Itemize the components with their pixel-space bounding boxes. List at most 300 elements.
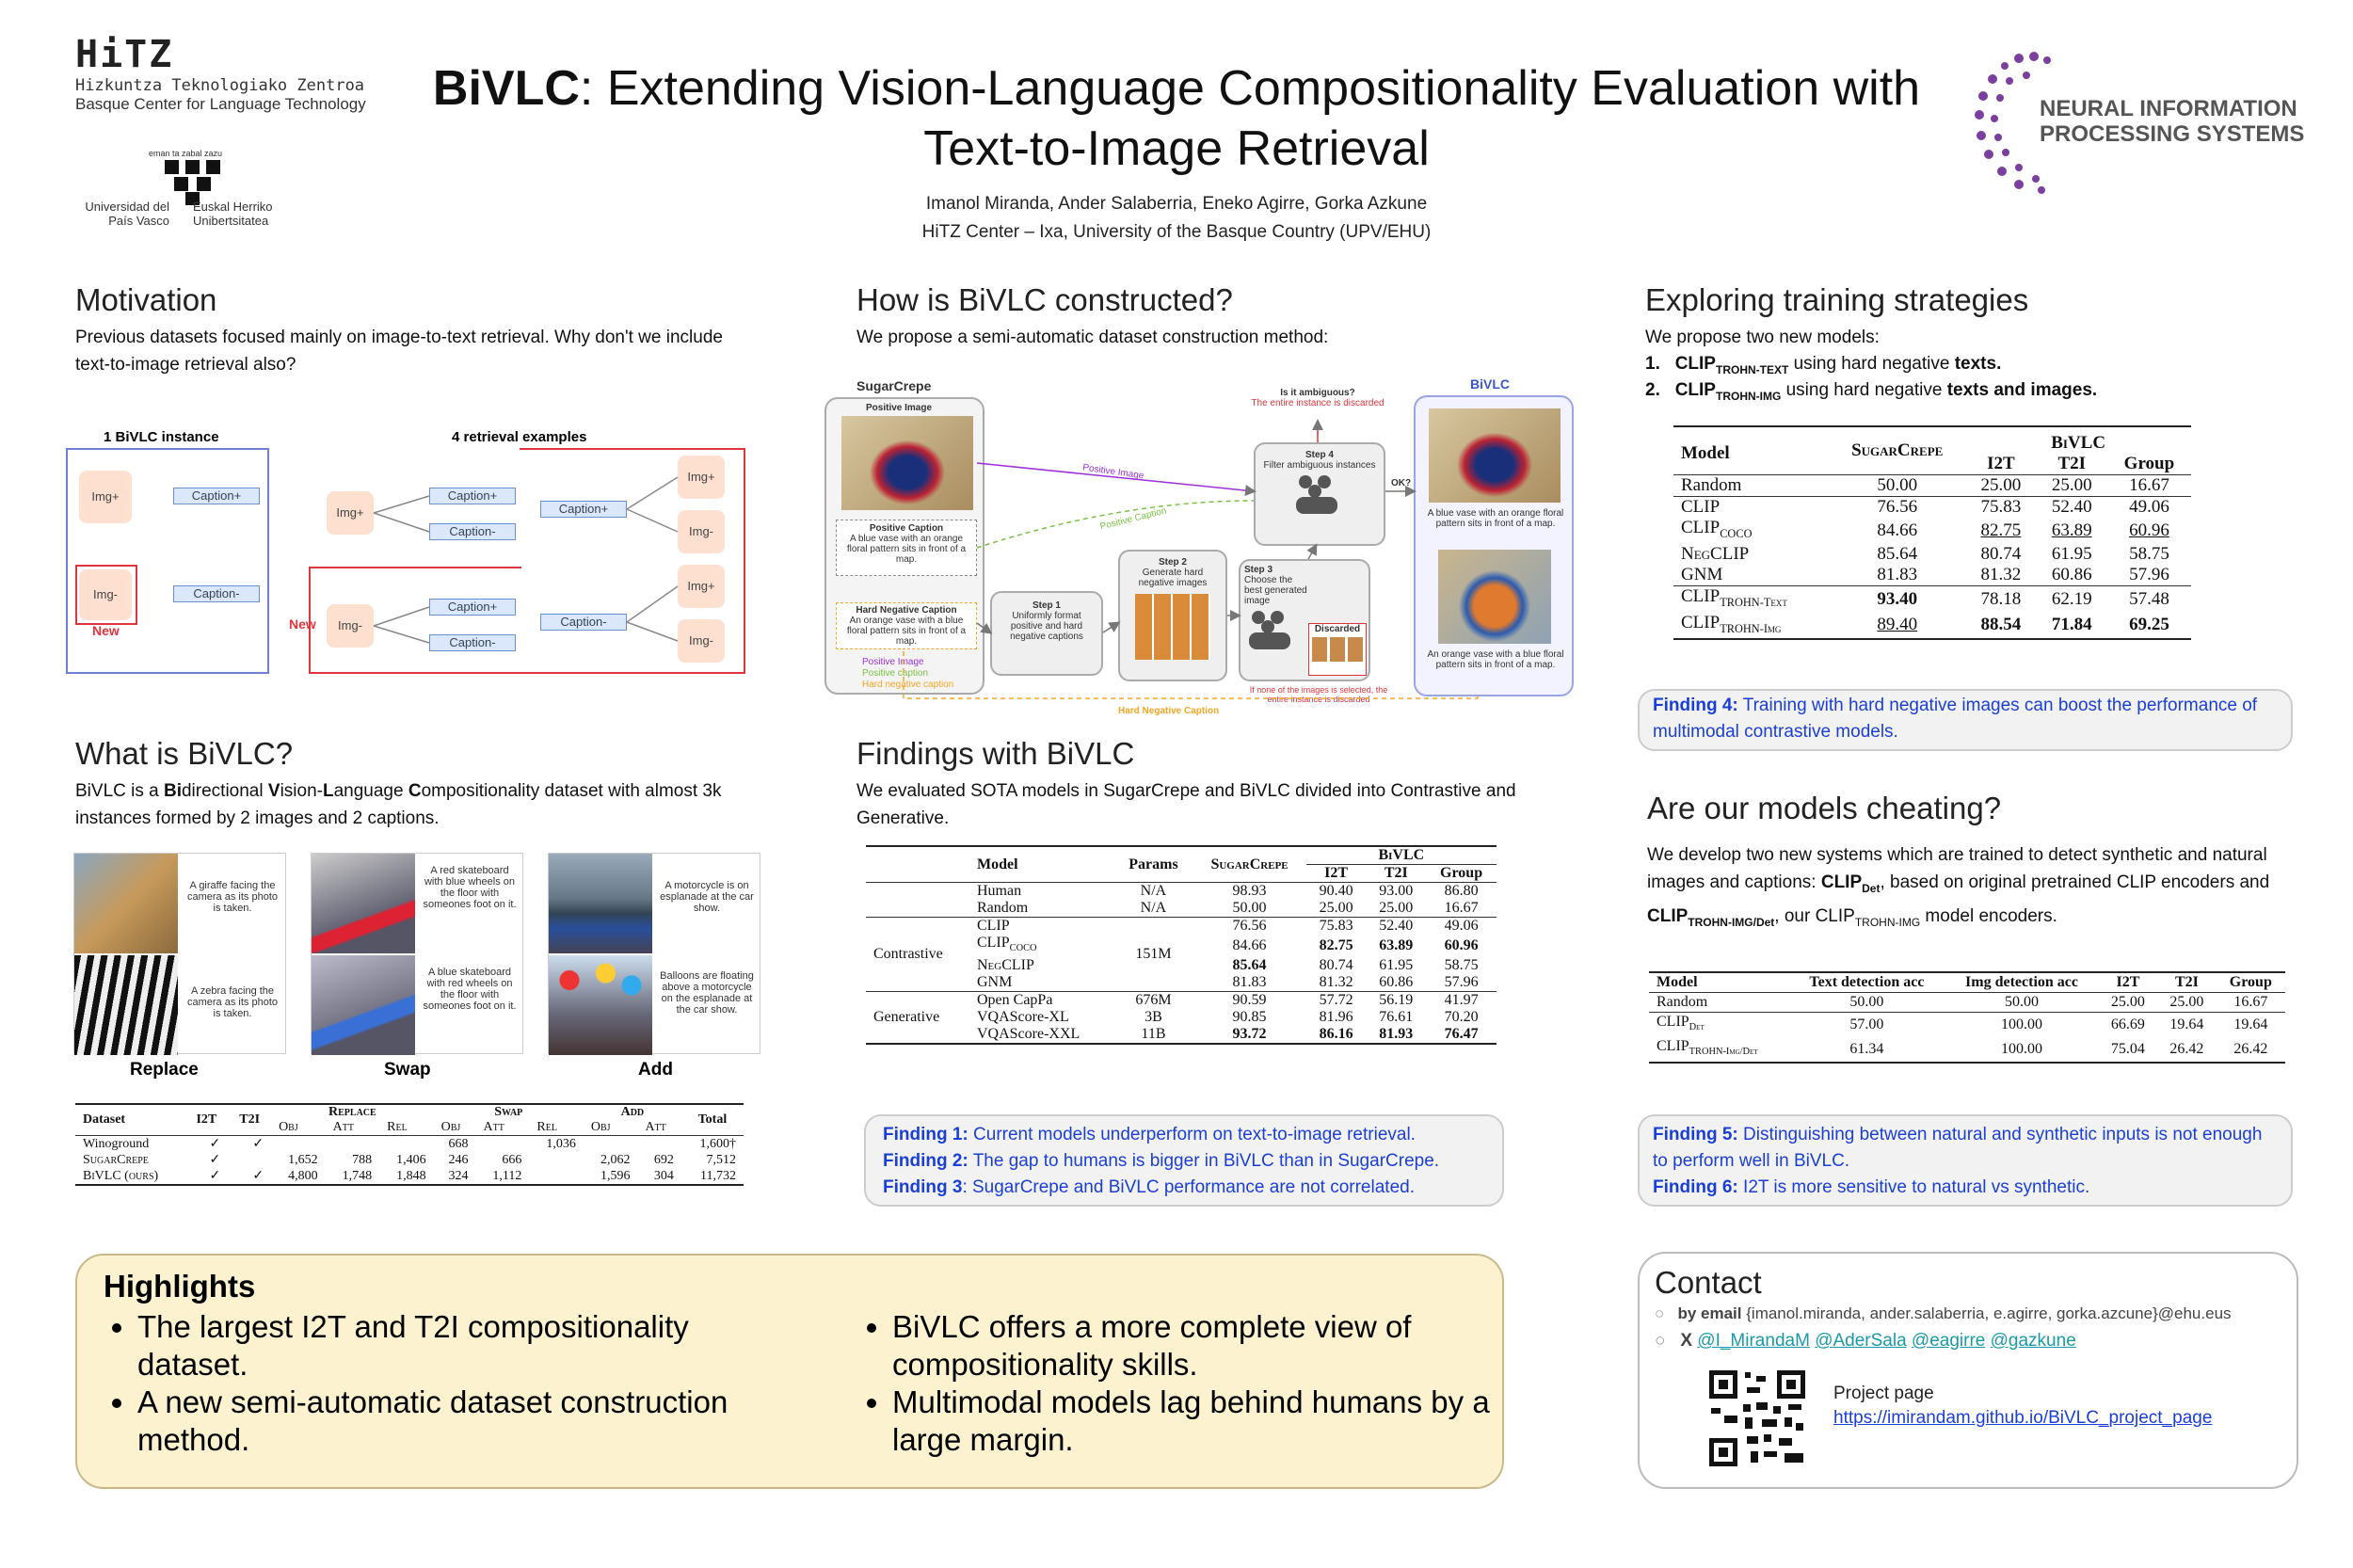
- table-cell: 50.00: [1877, 475, 1918, 495]
- table-cell: 62.19: [2051, 588, 2092, 609]
- table-cell: 70.20: [1444, 1009, 1479, 1026]
- training-table: [1673, 425, 2191, 640]
- table-cell: N/A: [1140, 900, 1167, 916]
- highlight-4: • Multimodal models lag behind humans by a large margin.: [892, 1384, 1498, 1459]
- instance-new: New: [92, 623, 120, 638]
- model-cell: VQAScore-XXL: [976, 1026, 1080, 1043]
- table-cell: 75.04: [2110, 1041, 2145, 1058]
- ft-h-bivlc: BiVLC: [1306, 846, 1497, 865]
- model-cell: $CLIP_{Det}$: [1657, 1014, 1705, 1033]
- arrow-pos-img-label: Positive Image: [1081, 462, 1145, 482]
- motivation-text: Previous datasets focused mainly on image-to-text retrieval. Why don't we include text-to-image retrieval also?: [75, 328, 723, 375]
- ch-det: Det: [1862, 881, 1881, 895]
- what-title: What is BiVLC?: [75, 736, 294, 771]
- table-cell: 76.47: [1444, 1026, 1479, 1043]
- dataset-table-body: [75, 1136, 744, 1186]
- table-cell: 76.56: [1877, 497, 1918, 517]
- ct-h-text: Text detection acc: [1809, 974, 1925, 990]
- finding-4-label: Finding 4:: [1653, 696, 1738, 715]
- step2-text: Generate hard negative images: [1138, 568, 1208, 588]
- table-cell: 25.00: [1379, 900, 1414, 916]
- red-skateboard-image: [312, 854, 415, 953]
- bivlc-cap-pos: A blue vase with an orange floral pattern sits in front of a map.: [1427, 508, 1564, 529]
- what-t2: ision-: [280, 781, 323, 801]
- finding-1: [883, 1122, 1485, 1148]
- table-cell: 93.40: [1877, 588, 1918, 609]
- dt-h-replace: Replace: [328, 1105, 376, 1119]
- arrow-hn-label: Hard Negative Caption: [1118, 706, 1220, 716]
- poster-title: [358, 58, 1995, 179]
- ch-clip2: CLIP: [1647, 905, 1689, 926]
- table-row: [1649, 1037, 2285, 1063]
- finding-3-text: : SugarCrepe and BiVLC performance are not correlated.: [962, 1177, 1415, 1197]
- table-cell: SugarCrepe: [83, 1152, 149, 1167]
- table-row: [75, 1136, 744, 1153]
- table-cell: 63.89: [2051, 520, 2092, 540]
- what-b2: V: [267, 781, 280, 801]
- table-cell: 76.61: [1379, 1009, 1414, 1026]
- highlights-title: Highlights: [104, 1269, 256, 1304]
- ft-h-i2t: I2T: [1324, 865, 1349, 881]
- finding-2-text: The gap to humans is bigger in BiVLC than in SugarCrepe.: [972, 1151, 1440, 1171]
- bivlc-cap-neg: An orange vase with a blue floral pattern sits in front of a map.: [1427, 649, 1564, 670]
- highlights-col1: [104, 1308, 753, 1459]
- table-cell: ✓: [209, 1137, 221, 1151]
- what-b1: Bi: [163, 781, 182, 801]
- findings-title: Findings with BiVLC: [856, 736, 1135, 771]
- example-replace-label: Replace: [130, 1060, 199, 1080]
- table-cell: 81.83: [1232, 974, 1267, 991]
- email-value[interactable]: {imanol.miranda, ander.salaberria, e.agirre, gorka.azcune}@ehu.eus: [1746, 1304, 2232, 1322]
- table-cell: 4,800: [288, 1168, 318, 1183]
- ok-label: OK?: [1391, 478, 1412, 488]
- ex-r-img-neg-1: Img-: [678, 510, 725, 553]
- findings-table-body: [866, 883, 1497, 1045]
- step3-label: Step 3: [1244, 565, 1273, 575]
- table-cell: 50.00: [1849, 994, 1884, 1010]
- table-cell: [379, 1136, 434, 1153]
- instance-cap-neg: Caption-: [173, 585, 260, 602]
- what-t1: directional: [181, 781, 268, 801]
- ch-sub3: TROHN-IMG: [1854, 915, 1921, 929]
- table-cell: 25.00: [2051, 475, 2092, 495]
- legend-pos-img: Positive Image: [862, 657, 924, 667]
- table-cell: [475, 1136, 529, 1153]
- finding-3: [883, 1175, 1485, 1201]
- what-b3: L: [322, 781, 334, 801]
- table-cell: 49.06: [1444, 918, 1479, 934]
- table-cell: 41.97: [1444, 992, 1479, 1009]
- ft-h-group: Group: [1440, 865, 1483, 881]
- table-cell: [866, 883, 969, 901]
- dt-h-t2i: T2I: [239, 1112, 261, 1127]
- table-cell: 52.40: [2051, 497, 2092, 517]
- model-cell: Random: [1681, 475, 1742, 495]
- ch-sub2: TROHN-IMG/Det: [1688, 915, 1775, 929]
- dt-h-total: Total: [697, 1112, 728, 1127]
- ct-h-group: Group: [2229, 974, 2272, 990]
- table-cell: 676M: [1135, 992, 1172, 1009]
- group-label: Contrastive: [873, 946, 943, 963]
- table-cell: 57.00: [1849, 1016, 1884, 1033]
- dt-h-obj2: Obj: [440, 1120, 461, 1134]
- table-cell: 100.00: [2001, 1016, 2043, 1033]
- table-cell: 61.95: [2051, 543, 2092, 564]
- sc-pos-cap-label: Positive Caption: [869, 523, 944, 534]
- handle-2[interactable]: @AderSala: [1815, 1331, 1907, 1351]
- table-row: [75, 1152, 744, 1168]
- table-cell: 49.06: [2129, 497, 2169, 517]
- table-cell: 82.75: [1319, 937, 1353, 954]
- dt-h-obj3: Obj: [590, 1120, 611, 1134]
- example-swap-cap1: A red skateboard with blue wheels on the floor with someones foot on it.: [423, 865, 517, 910]
- finding-2: [883, 1148, 1485, 1175]
- table-cell: 11B: [1141, 1026, 1166, 1043]
- findings-text: We evaluated SOTA models in SugarCrepe and BiVLC divided into Contrastive and Generative.: [856, 781, 1516, 828]
- table-cell: 50.00: [2005, 994, 2040, 1010]
- m2-rest: using hard negative: [1781, 380, 1947, 400]
- motivation-title: Motivation: [75, 282, 217, 317]
- dataset-table: [75, 1103, 744, 1186]
- table-cell: 85.64: [1877, 543, 1918, 564]
- authors: Imanol Miranda, Ander Salaberria, Eneko Agirre, Gorka Azkune: [925, 194, 1428, 214]
- bivlc-label: BiVLC: [1470, 376, 1510, 392]
- what-b4: C: [408, 781, 422, 801]
- table-cell: 26.42: [2169, 1041, 2204, 1058]
- m2-num: 2.: [1645, 380, 1660, 400]
- table-cell: 84.66: [1232, 937, 1267, 954]
- table-row: [866, 883, 1497, 901]
- table-cell: [326, 1136, 380, 1153]
- ex-cap-pos-1: Caption+: [429, 488, 516, 504]
- what-t4: ompositionality dataset with almost 3k instances formed by 2 images and 2 captions.: [75, 781, 722, 828]
- example-add-label: Add: [638, 1060, 673, 1080]
- table-cell: ✓: [209, 1169, 221, 1183]
- title-bold: BiVLC: [432, 61, 580, 116]
- dt-h-att3: Att: [645, 1120, 666, 1134]
- tt-h-sugarcrepe: SugarCrepe: [1851, 440, 1944, 460]
- table-cell: 75.83: [1319, 918, 1353, 934]
- table-cell: 19.64: [2233, 1016, 2268, 1033]
- ct-h-t2i: T2I: [2174, 974, 2199, 990]
- table-cell: [228, 1152, 271, 1168]
- what-t3: anguage: [333, 781, 408, 801]
- table-cell: 93.00: [1379, 883, 1414, 899]
- examples-grid: [73, 853, 770, 1088]
- qr-code-icon[interactable]: [1705, 1367, 1809, 1470]
- dt-h-obj1: Obj: [279, 1120, 298, 1134]
- finding-5-text: Distinguishing between natural and synthetic inputs is not enough to perform well in BiVLC.: [1653, 1125, 2263, 1171]
- x-label: X: [1680, 1331, 1693, 1351]
- m1-sub: TROHN-TEXT: [1715, 362, 1789, 376]
- model-cell: CLIP: [976, 918, 1010, 934]
- ex-cap-pos-2: Caption+: [429, 599, 516, 616]
- table-cell: 692: [653, 1152, 674, 1167]
- table-cell: 324: [448, 1168, 469, 1183]
- table-row: [1673, 585, 2191, 612]
- diagram-lines: [56, 424, 753, 678]
- step4-text: Filter ambiguous instances: [1263, 460, 1376, 471]
- table-row: [866, 900, 1497, 918]
- ex-r-img-pos-1: Img+: [678, 456, 725, 499]
- table-cell: 81.32: [1980, 564, 2022, 584]
- table-cell: 1,652: [288, 1152, 318, 1167]
- table-row: [1649, 1013, 2285, 1038]
- ex-cap-pos-3: Caption+: [540, 501, 627, 518]
- table-cell: 81.93: [1379, 1026, 1414, 1043]
- training-title: Exploring training strategies: [1645, 282, 2029, 317]
- cheating-text: [1647, 841, 2297, 936]
- table-cell: 89.40: [1877, 615, 1918, 635]
- example-add-cap1: A motorcycle is on esplanade at the car show.: [660, 880, 754, 914]
- table-cell: 25.00: [1319, 900, 1353, 916]
- legend-pos-cap: Positive caption: [862, 668, 929, 679]
- table-cell: 1,406: [396, 1152, 426, 1167]
- hitz-line2: Basque Center for Language Technology: [75, 95, 366, 113]
- discarded-label: Discarded: [1314, 624, 1361, 634]
- ex-cap-neg-3: Caption-: [540, 614, 627, 631]
- ehu-right: Euskal Herriko Unibertsitatea: [193, 200, 273, 228]
- table-cell: [584, 1136, 638, 1153]
- m2-name: CLIP: [1674, 380, 1716, 400]
- table-cell: 86.16: [1319, 1026, 1353, 1043]
- ch-t1: We develop two new systems which are trained to detect synthetic and natural images and captions:: [1647, 845, 2267, 892]
- m1-name: CLIP: [1674, 354, 1716, 374]
- project-label: Project page: [1833, 1384, 1934, 1403]
- finding-1-label: Finding 1:: [883, 1125, 968, 1144]
- zebra-image: [74, 955, 178, 1055]
- table-cell: 3B: [1144, 1009, 1162, 1026]
- model-cell: GNM: [976, 974, 1013, 991]
- finding-56-box: [1638, 1114, 2293, 1207]
- project-link[interactable]: https://imirandam.github.io/BiVLC_project_page: [1833, 1408, 2213, 1428]
- example-replace: [73, 853, 286, 1054]
- handle-1[interactable]: @I_MirandaM: [1697, 1331, 1810, 1351]
- table-cell: 11,732: [700, 1168, 736, 1183]
- table-cell: N/A: [1140, 883, 1167, 899]
- ehu-motto: eman ta zabal zazu: [149, 149, 223, 158]
- table-cell: [866, 900, 969, 918]
- table-cell: 98.93: [1232, 883, 1267, 899]
- tt-h-group: Group: [2123, 454, 2175, 473]
- cheating-table: [1649, 971, 2285, 1064]
- table-row: [75, 1168, 744, 1185]
- ex-cap-neg-2: Caption-: [429, 634, 516, 651]
- table-cell: 69.25: [2129, 615, 2169, 635]
- params-cell: 151M: [1135, 946, 1172, 963]
- group-label: Generative: [873, 1009, 940, 1026]
- neurips-line1: NEURAL INFORMATION: [2040, 96, 2297, 121]
- table-cell: 80.74: [1980, 543, 2022, 564]
- step1-label: Step 1: [1032, 600, 1061, 611]
- handle-3[interactable]: @eagirre: [1911, 1331, 1986, 1351]
- table-cell: 85.64: [1232, 957, 1267, 974]
- finding-4: [1653, 693, 2278, 745]
- table-cell: 57.96: [1444, 974, 1479, 991]
- handle-4[interactable]: @gazkune: [1990, 1331, 2076, 1351]
- table-cell: 61.95: [1379, 957, 1414, 974]
- model-cell: $CLIP_{TROHN-Img/Det}$: [1657, 1038, 1758, 1058]
- table-row: [1649, 993, 2285, 1013]
- dt-h-dataset: Dataset: [83, 1112, 126, 1127]
- table-row: [866, 992, 1497, 1010]
- sc-hn-cap-text: An orange vase with a blue floral pattern sits in front of a map.: [846, 616, 967, 647]
- m2-bold: texts and images.: [1946, 380, 2098, 400]
- step3-text: Choose the best generated image: [1244, 575, 1307, 606]
- title-line2: Text-to-Image Retrieval: [923, 121, 1430, 176]
- table-cell: [529, 1152, 584, 1168]
- dt-h-att1: Att: [332, 1120, 354, 1134]
- table-cell: [637, 1136, 680, 1153]
- m1-rest: using hard negative: [1788, 354, 1955, 374]
- arrow-pos-cap-label: Positive Caption: [1098, 505, 1168, 533]
- table-cell: 90.59: [1232, 992, 1267, 1009]
- example-replace-cap1: A giraffe facing the camera as its photo is taken.: [187, 880, 278, 914]
- table-cell: 1,848: [396, 1168, 426, 1183]
- table-cell: 60.86: [1379, 974, 1414, 991]
- ch-t2: , based on original pretrained CLIP encoders and: [1880, 872, 2270, 892]
- sugarcrepe-label: SugarCrepe: [856, 378, 932, 393]
- table-row: [1673, 475, 2191, 497]
- example-swap: [311, 853, 523, 1054]
- table-cell: 60.96: [1444, 937, 1479, 954]
- table-cell: 1,036: [546, 1136, 576, 1151]
- ehu-left: Universidad del País Vasco: [85, 200, 169, 228]
- cheating-table-body: [1649, 993, 2285, 1064]
- giraffe-image: [74, 854, 178, 953]
- table-cell: 26.42: [2233, 1041, 2268, 1058]
- how-text: We propose a semi-automatic dataset construction method:: [856, 328, 1329, 347]
- table-cell: Random: [976, 900, 1029, 916]
- finding-1-text: Current models underperform on text-to-image retrieval.: [973, 1125, 1416, 1144]
- contact-box: [1638, 1252, 2298, 1489]
- sc-hn-cap-label: Hard Negative Caption: [856, 605, 957, 616]
- table-row: [1673, 565, 2191, 586]
- highlight-2: • A new semi-automatic dataset construction method.: [137, 1384, 753, 1459]
- highlight-1: • The largest I2T and T2I compositionality dataset.: [137, 1308, 753, 1384]
- table-cell: 80.74: [1319, 957, 1353, 974]
- example-replace-cap2: A zebra facing the camera as its photo is taken.: [187, 985, 278, 1019]
- highlight-3: • BiVLC offers a more complete view of compositionality skills.: [892, 1308, 1498, 1384]
- legend-hn-cap: Hard negative caption: [862, 680, 954, 690]
- table-cell: 78.18: [1980, 588, 2022, 609]
- ft-h-model: Model: [976, 856, 1018, 872]
- table-cell: 1,600†: [699, 1136, 736, 1151]
- table-cell: [529, 1168, 584, 1185]
- motorcycle-image: [549, 854, 652, 953]
- model-cell: Open CapPa: [976, 992, 1053, 1009]
- email-label: by email: [1677, 1304, 1742, 1322]
- table-cell: 81.83: [1877, 564, 1918, 584]
- contact-title: Contact: [1655, 1265, 1762, 1300]
- ex-r-img-pos-2: Img+: [678, 565, 725, 608]
- table-cell: ✓: [252, 1137, 264, 1151]
- ct-h-model: Model: [1657, 974, 1698, 990]
- finding-4-box: [1638, 689, 2293, 751]
- what-text: [75, 777, 772, 832]
- dt-h-att2: Att: [483, 1120, 504, 1134]
- m2-sub: TROHN-IMG: [1715, 389, 1782, 403]
- table-cell: 60.86: [2051, 564, 2092, 584]
- pipeline-arrows: [819, 369, 1581, 717]
- step2-label: Step 2: [1158, 557, 1187, 568]
- model-cell: GNM: [1681, 564, 1723, 584]
- table-row: [1673, 544, 2191, 565]
- table-cell: 57.72: [1319, 992, 1353, 1009]
- table-cell: 7,512: [706, 1152, 736, 1167]
- ex-img-pos: Img+: [327, 491, 374, 535]
- example-add-cap2: Balloons are floating above a motorcycle on the esplanade at the car show.: [660, 970, 754, 1016]
- instance-cap-pos: Caption+: [173, 488, 260, 504]
- ex-img-neg: Img-: [327, 604, 374, 648]
- table-cell: 81.96: [1319, 1009, 1353, 1026]
- model-cell: $CLIP_{TROHN-Text}$: [1681, 585, 1787, 609]
- step1-text: Uniformly format positive and hard negative captions: [1010, 611, 1083, 642]
- table-cell: 666: [502, 1152, 522, 1167]
- table-cell: 75.83: [1980, 497, 2022, 517]
- ft-h-sugarcrepe: SugarCrepe: [1210, 856, 1289, 872]
- finding-5-label: Finding 5:: [1653, 1125, 1738, 1144]
- ex-cap-neg-1: Caption-: [429, 523, 516, 540]
- tt-h-model: Model: [1681, 443, 1730, 463]
- m1-num: 1.: [1645, 354, 1660, 374]
- table-cell: 76.56: [1232, 918, 1267, 934]
- finding-2-label: Finding 2:: [883, 1151, 968, 1171]
- tt-h-t2i: T2I: [2057, 454, 2087, 473]
- table-cell: Winoground: [83, 1136, 150, 1151]
- table-cell: 25.00: [2169, 994, 2204, 1010]
- table-cell: 1,112: [492, 1168, 522, 1183]
- model-cell: $CLIP_{COCO}$: [1681, 518, 1753, 540]
- table-cell: 1,748: [342, 1168, 373, 1183]
- contact-x-row: ○ X @I_MirandaM @AderSala @eagirre @gazkune: [1655, 1331, 2076, 1351]
- tt-h-i2t: I2T: [1987, 454, 2015, 473]
- ct-h-img: Img detection acc: [1965, 974, 2078, 990]
- hitz-logo: [75, 33, 366, 114]
- dt-h-add: Add: [620, 1105, 645, 1119]
- table-cell: 58.75: [1444, 957, 1479, 974]
- training-model-2: [1645, 376, 2097, 410]
- instance-img-pos: Img+: [79, 471, 132, 523]
- table-cell: 25.00: [1980, 475, 2022, 495]
- training-table-body: [1673, 475, 2191, 640]
- table-cell: BiVLC (ours): [83, 1168, 159, 1183]
- examples-label: 4 retrieval examples: [452, 429, 587, 445]
- table-cell: 58.75: [2129, 543, 2169, 564]
- table-cell: ✓: [252, 1169, 264, 1183]
- finding-4-text: Training with hard negative images can boost the performance of multimodal contrastive models.: [1653, 696, 2258, 742]
- finding-6: [1653, 1175, 2278, 1201]
- ehu-logo: [75, 141, 301, 235]
- table-cell: 56.19: [1379, 992, 1414, 1009]
- table-cell: 90.85: [1232, 1009, 1267, 1026]
- tt-h-bivlc: BiVLC: [2051, 433, 2106, 453]
- model-cell: Random: [1657, 994, 1708, 1010]
- table-cell: 60.96: [2129, 520, 2169, 540]
- ch-t4: model encoders.: [1920, 905, 2057, 926]
- table-cell: 81.32: [1319, 974, 1353, 991]
- table-cell: 86.80: [1444, 883, 1479, 899]
- neurips-logo: [1972, 47, 2329, 198]
- table-cell: 788: [352, 1152, 373, 1167]
- table-cell: 66.69: [2110, 1016, 2145, 1033]
- ambiguous-discard: The entire instance is discarded: [1251, 398, 1385, 408]
- training-intro: We propose two new models:: [1645, 328, 1880, 347]
- findings-box: [864, 1114, 1504, 1207]
- balloons-image: [549, 955, 652, 1055]
- table-cell: 84.66: [1877, 520, 1918, 540]
- hitz-logo-text: HiTZ: [75, 33, 174, 76]
